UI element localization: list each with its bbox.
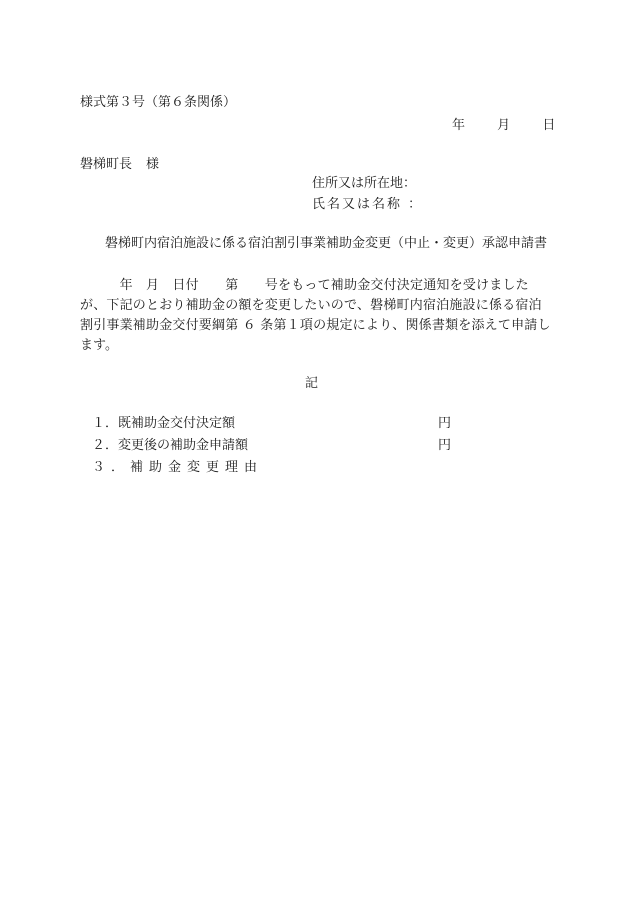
date-month-label: 月 <box>497 118 511 133</box>
name-label: 氏名又は名称 ： <box>312 197 424 212</box>
addressee-name: 磐梯町長 <box>80 157 133 172</box>
item-unit: 円 <box>438 416 452 431</box>
body-line-1: 年 月 日付 第 号をもって補助金交付決定通知を受けました <box>80 278 529 293</box>
document-title: 磐梯町内宿泊施設に係る宿泊割引事業補助金変更（中止・変更）承認申請書 <box>105 236 548 251</box>
applicant-block <box>312 176 423 218</box>
list-item <box>92 460 462 482</box>
body-line-4: ます。 <box>80 338 118 353</box>
body-text <box>80 276 558 356</box>
addressee-honorific: 様 <box>146 157 160 172</box>
item-label: １．既補助金交付決定額 <box>92 416 236 431</box>
list-item <box>92 416 462 438</box>
date-day-label: 日 <box>542 118 556 133</box>
address-label: 住所又は所在地： <box>312 176 417 191</box>
body-line-3: 割引事業補助金交付要綱第 ６ 条第１項の規定により、関係書類を添えて申請し <box>80 318 551 333</box>
addressee <box>80 157 159 173</box>
item-label: ３．補助金変更理由 <box>92 460 264 475</box>
ki-heading: 記 <box>305 376 319 391</box>
form-number: 様式第３号（第６条関係） <box>80 95 237 110</box>
items-list <box>92 416 462 482</box>
list-item <box>92 438 462 460</box>
item-label: ２．変更後の補助金申請額 <box>92 438 249 453</box>
body-line-2: が、下記のとおり補助金の額を変更したいので、磐梯町内宿泊施設に係る宿泊 <box>80 298 542 313</box>
item-unit: 円 <box>438 438 452 453</box>
date-row <box>452 118 555 134</box>
date-year-label: 年 <box>452 118 466 133</box>
